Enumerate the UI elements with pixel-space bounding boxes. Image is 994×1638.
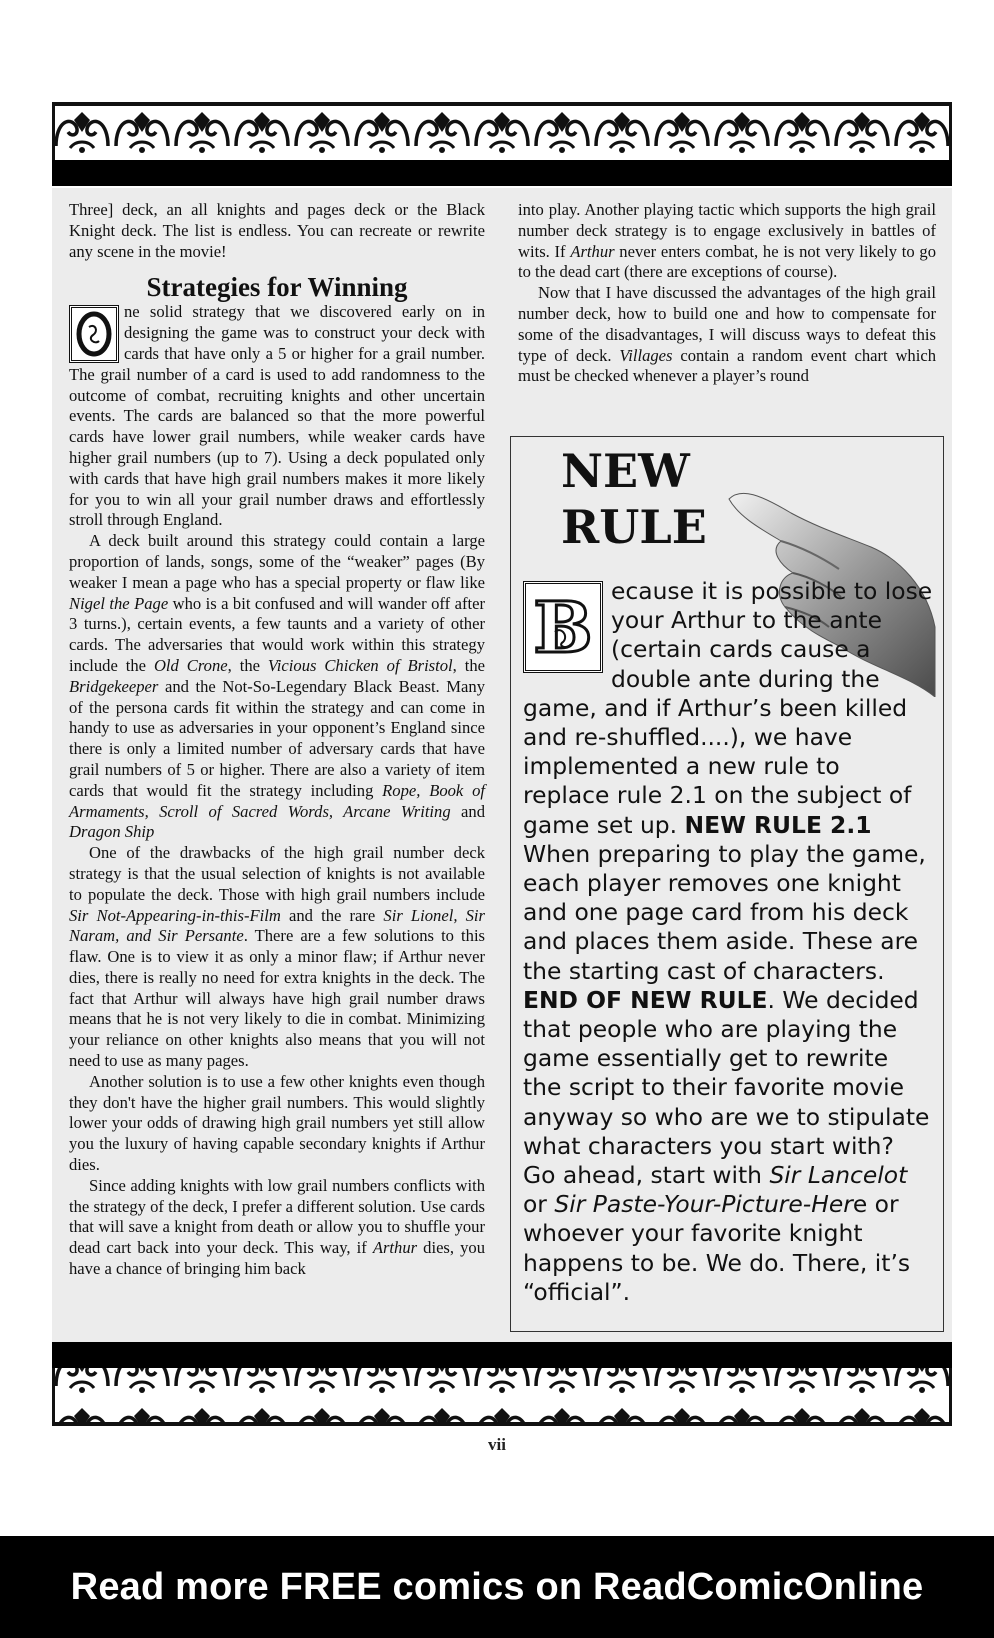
right-text-column <box>518 200 936 387</box>
svg-text:B: B <box>533 588 593 666</box>
right-paragraph-2: Now that I have discussed the advantages of the high grail number deck, how to build one and how to compensate for some of the disadvantages, I will discuss ways to defeat this type of deck. Villages contain a random event chart which must be checked whenever a player’s round <box>518 283 936 386</box>
intro-paragraph: Three] deck, an all knights and pages deck or the Black Knight deck. The list is endless. You can recreate or rewrite any scene in the movie! <box>69 200 485 261</box>
dropcap-o-icon <box>69 305 119 363</box>
left-text-column <box>69 200 485 1280</box>
strategy-paragraph-4: Another solution is to use a few other knights even though they don't have the higher grail numbers. This would slightly lower your odds of drawing high grail numbers yet still allow you the luxury of having capable secondary knights if Arthur dies. <box>69 1071 485 1175</box>
new-rule-text: B ecause it is possible to lose your Arthur to the ante (certain cards cause a double ante during the game, and if Arthur’s been killed and re-shuffled....), we have implemented a new rule to replace rule 2.1 on the subject of game set up. NEW RULE 2.1 When preparing to play the game, each player removes one knight and one page card from his deck and places them aside. These are the starting cast of characters. END OF NEW RULE. We decided that people who are playing the game essentially get to rewrite the script to their favorite movie anyway so who are we to stipulate what characters you start with? Go ahead, start with Sir Lancelot or Sir Paste-Your-Picture-Here or whoever your favorite knight happens to be. We do. There, it’s “official”. <box>523 577 933 1306</box>
top-ornamental-border <box>52 102 952 186</box>
right-paragraph-1: into play. Another playing tactic which supports the high grail number deck strategy is to engage exclusively in battles of wits. If Arthur never enters combat, he is not very likely to go to the dead cart (there are exceptions of course). <box>518 200 936 282</box>
section-heading: Strategies for Winning <box>146 272 408 303</box>
bottom-ornamental-border <box>52 1342 952 1426</box>
dropcap-b-icon <box>523 581 603 673</box>
strategy-paragraph-5: Since adding knights with low grail numbers conflicts with the strategy of the deck, I prefer a different solution. Use cards that will save a knight from death or allow you to shuffle your dead cart back into your deck. This way, if Arthur dies, you have a chance of bringing him back <box>69 1175 485 1279</box>
strategy-paragraph-3: One of the drawbacks of the high grail number deck strategy is that the usual selection of knights is not available to populate the deck. Those with high grail numbers include Sir Not-Appearing-in-this-Film and the rare Sir Lionel, Sir Naram, and Sir Persante. There are a few solutions to this flaw. One is to view it as only a minor flaw; if Arthur never dies, there is really no need for extra knights in the deck. The fact that Arthur will always have high grail number draws means that he is not very likely to die in combat. Minimizing your reliance on other knights also means that you will not need to use as many pages. <box>69 843 486 1071</box>
ornament-pattern-icon <box>52 102 952 186</box>
ornament-pattern-icon <box>52 1342 952 1426</box>
footer-banner[interactable] <box>0 1536 994 1638</box>
footer-banner-text[interactable]: Read more FREE comics on ReadComicOnline <box>70 1565 924 1608</box>
page-number: vii <box>488 1435 506 1454</box>
strategy-paragraph-1: ne solid strategy that we discovered early on in designing the game was to construct your deck with cards that have only a 5 or higher for a grail number. The grail number of a card is used to add randomness to the outcome of combat, recruiting knights and other uncertain events. The cards are balanced so that the more powerful cards have lower grail numbers, while weaker cards have higher grail numbers (up to 7). Using a deck populated only with cards that have high grail numbers makes it more likely for you to win all your grail number draws and effortlessly stroll through England. <box>69 302 485 530</box>
strategy-paragraph-2: A deck built around this strategy could contain a large proportion of lands, songs, some of the “weaker” pages (By weaker I mean a page who has a special property or flaw like Nigel the Page who is a bit confused and will wander off after 3 turns.), certain events, a few taunts and a variety of other cards. The adversaries that would work within this strategy include the Old Crone, the Vicious Chicken of Bristol, the Bridgekeeper and the Not-So-Legendary Black Beast. Many of the persona cards fit within the strategy and can come in handy to use as adversaries in your opponent’s England since there is only a limited number of adversary cards that have grail numbers of 5 or higher. There are also a variety of item cards that would fit the strategy including Rope, Book of Armaments, Scroll of Sacred Words, Arcane Writing and Dragon Ship <box>69 531 485 842</box>
new-rule-box <box>510 436 944 1332</box>
new-rule-title: NEW RULE <box>561 444 707 554</box>
